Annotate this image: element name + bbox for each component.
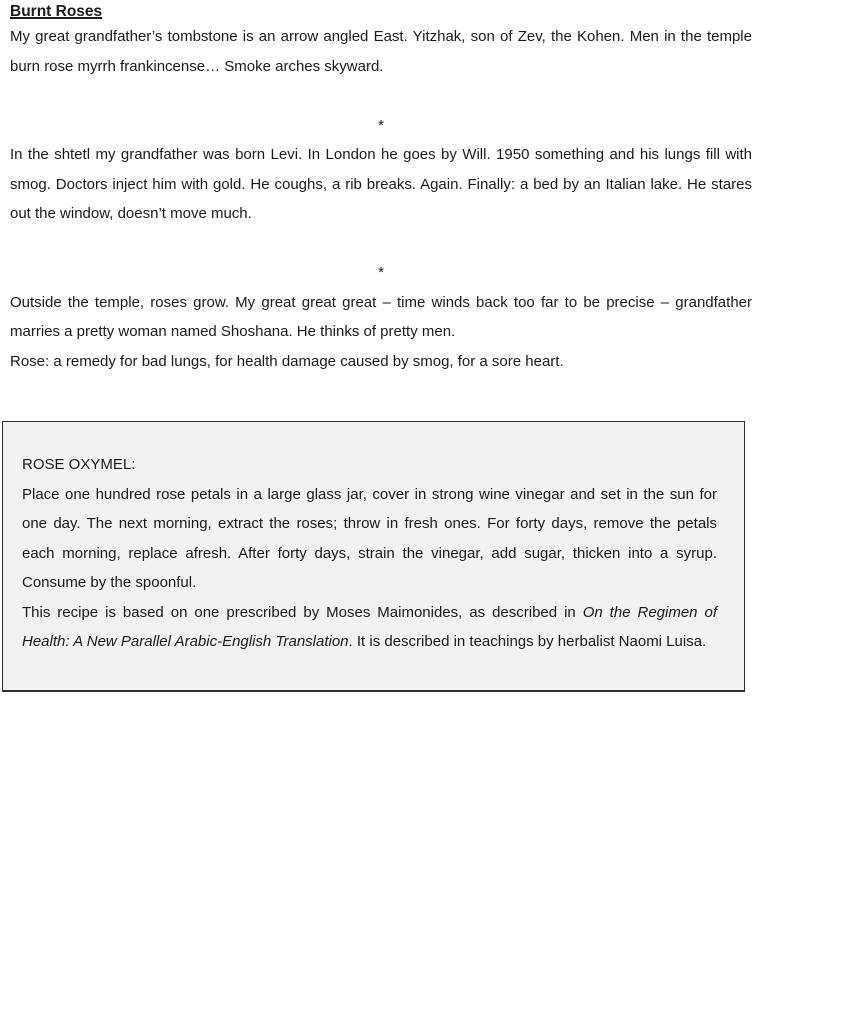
- paragraph-shoshana: Outside the temple, roses grow. My great great great – time winds back too far to be precise – grandfather marries a pretty woman named Shoshana. He thinks of pretty men.: [10, 293, 752, 340]
- section-separator-asterisk: *: [378, 116, 384, 134]
- attribution-book-title: On the Regimen of Health: A New Parallel Arabic-English Translation: [22, 603, 717, 650]
- paragraph-tombstone: My great grandfather’s tombstone is an arrow angled East. Yitzhak, son of Zev, the Kohen. Men in the temple burn rose myrrh frankincense… Smoke arches skyward.: [10, 28, 752, 75]
- attribution-text-normal: This recipe is based on one prescribed by Moses Maimonides, as described in: [22, 603, 583, 621]
- paragraph-grandfather-london: In the shtetl my grandfather was born Levi. In London he goes by Will. 1950 something and his lungs fill with smog. Doctors inject him with gold. He coughs, a rib breaks. Again. Finally: a bed by an Italian lake. He stares out the window, doesn’t move much.: [10, 146, 752, 222]
- attribution-text-normal: . It is described in teachings by herbalist Naomi Luisa.: [348, 633, 707, 650]
- section-separator-asterisk: *: [378, 264, 384, 281]
- recipe-box: [2, 421, 745, 692]
- recipe-heading: ROSE OXYMEL:: [22, 456, 136, 473]
- document-content: [0, 2, 854, 692]
- recipe-attribution: [22, 598, 717, 657]
- document-title: Burnt Roses: [10, 3, 103, 20]
- paragraph-rose-remedy: Rose: a remedy for bad lungs, for health damage caused by smog, for a sore heart.: [10, 352, 564, 370]
- recipe-instructions: Place one hundred rose petals in a large glass jar, cover in strong wine vinegar and set in the sun for one day. The next morning, extract the roses; throw in fresh ones. For forty days, remove the petals each morning, replace afresh. After forty days, strain the vinegar, add sugar, thicken into a syrup. Consume by the spoonful.: [22, 485, 717, 591]
